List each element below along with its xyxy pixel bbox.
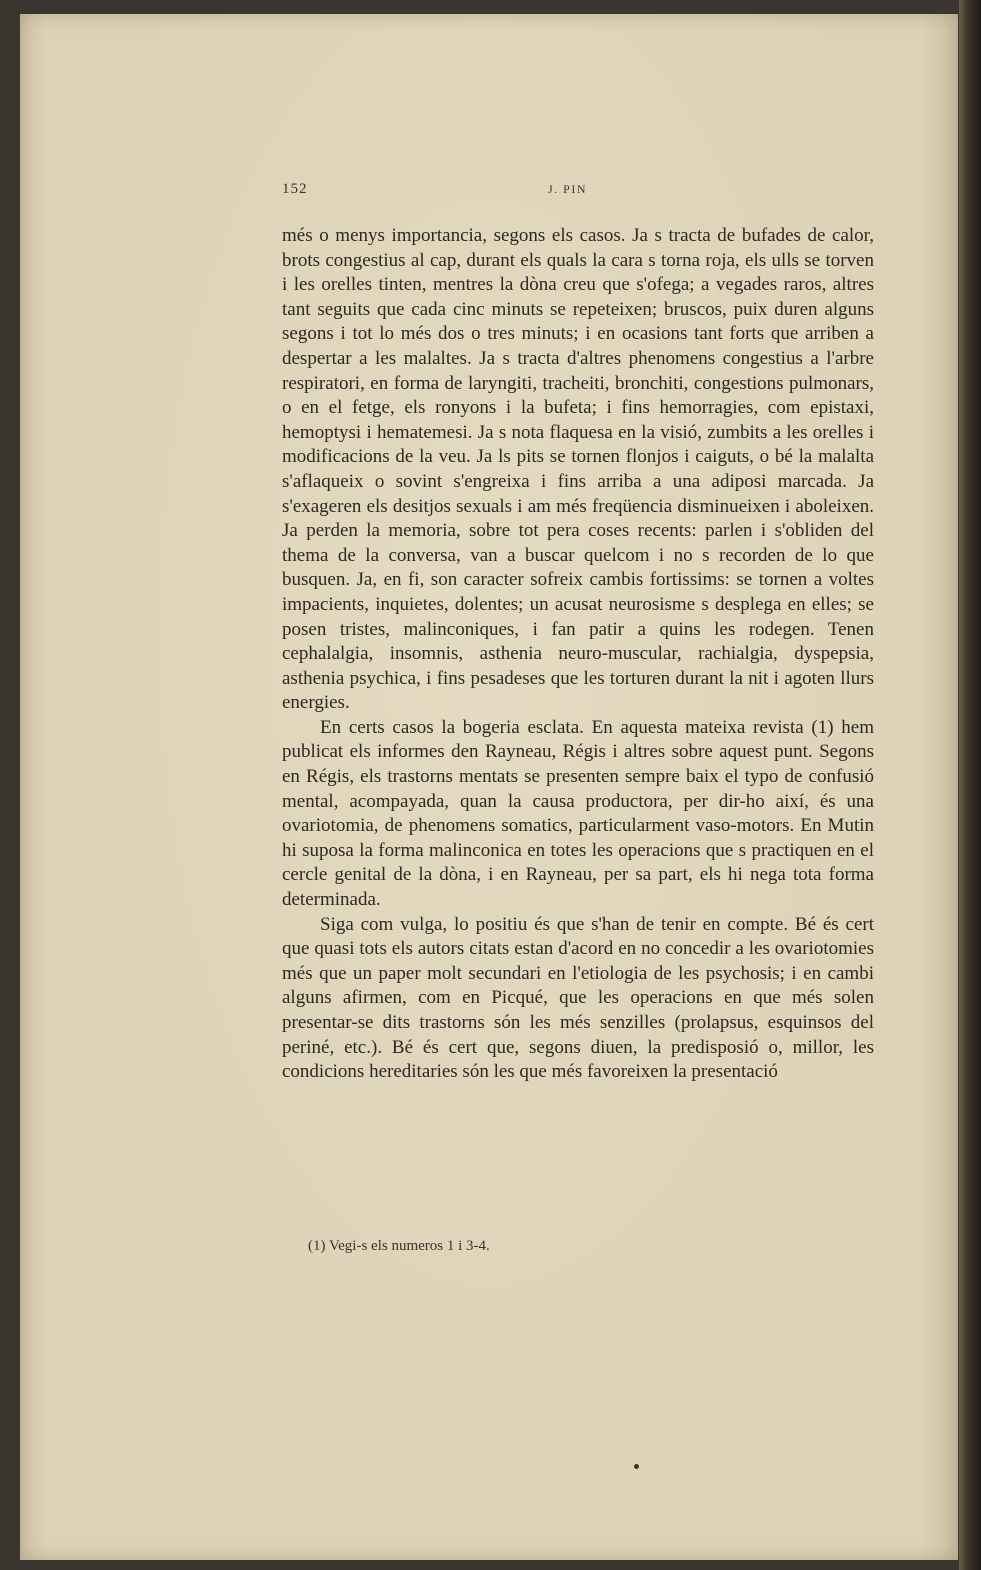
page-edge-shadow (959, 0, 981, 1570)
body-text (282, 224, 874, 1085)
paragraph: En certs casos la bogeria esclata. En aquesta mateixa revista (1) hem publicat els informes den Rayneau, Régis i altres sobre aquest punt. Segons en Régis, els trastorns mentats se presenten sempre baix el typo de confusió mental, acompayada, quan la causa productora, per dir-ho així, és una ovariotomia, de phenomens somatics, particularment vaso-motors. En Mutin hi suposa la forma malinconica en totes les operacions que s practiquen en el cercle genital de la dòna, i en Rayneau, per sa part, els hi nega tota forma determinada. (282, 716, 874, 911)
paragraph: Siga com vulga, lo positiu és que s'han de tenir en compte. Bé és cert que quasi tots els autors citats estan d'acord en no concedir a les ovariotomies més que un paper molt secundari en l'etiologia de les psychosis; i en cambi alguns afirmen, com en Picqué, que les operacions en que més solen presentar-se dits trastorns són les més senzilles (prolapsus, esquinsos del periné, etc.). Bé és cert que, segons diuen, la predisposió o, millor, les condicions hereditaries són les que més favoreixen la presentació (282, 913, 874, 1083)
footnote: (1) Vegi-s els numeros 1 i 3-4. (308, 1238, 490, 1254)
page-header (282, 181, 874, 203)
paragraph: més o menys importancia, segons els casos. Ja s tracta de bufades de calor, brots congestius al cap, durant els quals la cara s torna roja, els ulls se torven i les orelles tinten, mentres la dòna creu que s'ofega; a vegades raros, altres tant seguits que cada cinc minuts se repeteixen; bruscos, puix duren alguns segons i tot lo més dos o tres minuts; i en ocasions tant forts que arriben a despertar a les malaltes. Ja s tracta d'altres phenomens congestius a l'arbre respiratori, en forma de laryngiti, tracheiti, bronchiti, congestions pulmonars, o en el fetge, els ronyons i la bufeta; i fins hemorragies, com epistaxi, hemoptysi i hematemesi. Ja s nota flaquesa en la visió, zumbits a les orelles i modificacions de la veu. Ja ls pits se tornen flonjos i caiguts, o bé la malalta s'aflaqueix o sovint s'engreixa i fins arriba a una adiposi marcada. Ja s'exageren els desitjos sexuals i am més freqüencia disminueixen i aboleixen. Ja perden la memoria, sobre tot pera coses recents: parlen i s'obliden del thema de la conversa, van a buscar quelcom i no s recorden de lo que busquen. Ja, en fi, son caracter sofreix cambis fortissims: se tornen a voltes impacients, inquietes, dolentes; un acusat neurosisme s desplega en elles; se posen tristes, malinconiques, i fan patir a quins les rodegen. Tenen cephalalgia, insomnis, asthenia neuro-muscular, rachialgia, dyspepsia, asthenia psychica, i fins pesadeses que les torturen durant la nit i agoten llurs energies. (282, 225, 874, 714)
page-number: 152 (282, 181, 308, 197)
running-head: J. PIN (548, 182, 588, 196)
ink-dot-mark (634, 1464, 639, 1469)
